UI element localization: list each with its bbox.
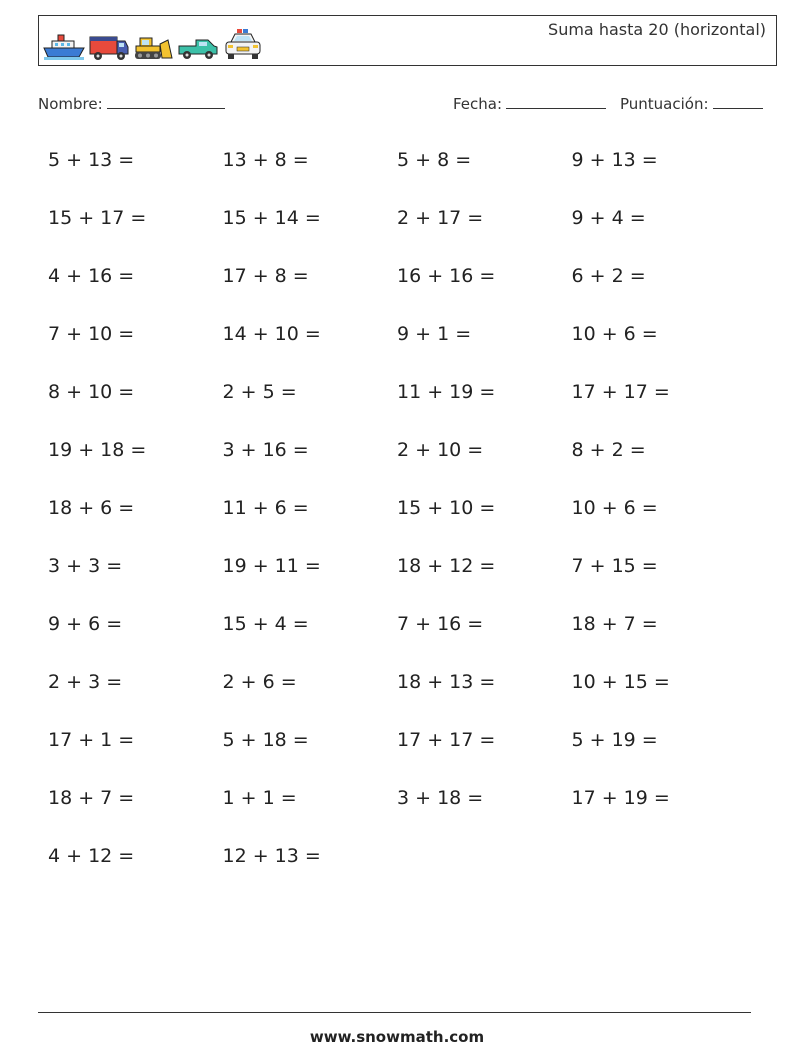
header-icons [42, 22, 264, 62]
problem-item: 3 + 18 = [397, 787, 484, 809]
problem-item: 9 + 4 = [571, 207, 646, 229]
problem-item: 5 + 8 = [397, 149, 472, 171]
problem-item: 17 + 8 = [222, 265, 309, 287]
date-label: Fecha: [453, 95, 503, 113]
name-field [38, 94, 225, 113]
problem-item: 3 + 16 = [222, 439, 309, 461]
problem-item: 15 + 10 = [397, 497, 496, 519]
problem-item: 10 + 15 = [571, 671, 670, 693]
footer-divider [38, 1012, 751, 1013]
problem-item: 5 + 13 = [48, 149, 135, 171]
problem-item: 17 + 17 = [571, 381, 670, 403]
problem-item: 7 + 15 = [571, 555, 658, 577]
pickup-truck-icon [176, 32, 220, 62]
problem-item: 9 + 1 = [397, 323, 472, 345]
problem-item: 2 + 5 = [222, 381, 297, 403]
problem-item: 5 + 18 = [222, 729, 309, 751]
problem-item: 17 + 1 = [48, 729, 135, 751]
worksheet-title: Suma hasta 20 (horizontal) [548, 20, 766, 39]
date-blank[interactable] [506, 94, 606, 109]
problem-row [48, 494, 748, 552]
problem-item: 5 + 19 = [571, 729, 658, 751]
problem-item: 4 + 12 = [48, 845, 135, 867]
problem-item: 17 + 19 = [571, 787, 670, 809]
problem-row [48, 784, 748, 842]
problem-grid [48, 146, 748, 900]
problem-row [48, 726, 748, 784]
problem-item: 1 + 1 = [222, 787, 297, 809]
bulldozer-icon [132, 32, 174, 62]
problem-item: 11 + 6 = [222, 497, 309, 519]
name-blank[interactable] [107, 94, 225, 109]
problem-item: 7 + 10 = [48, 323, 135, 345]
problem-item: 2 + 6 = [222, 671, 297, 693]
problem-item: 3 + 3 = [48, 555, 123, 577]
problem-row [48, 842, 748, 900]
problem-item: 19 + 18 = [48, 439, 147, 461]
problem-item: 10 + 6 = [571, 323, 658, 345]
problem-item: 8 + 10 = [48, 381, 135, 403]
score-field [620, 94, 763, 113]
problem-item: 15 + 4 = [222, 613, 309, 635]
problem-item: 8 + 2 = [571, 439, 646, 461]
problem-item: 11 + 19 = [397, 381, 496, 403]
problem-item: 10 + 6 = [571, 497, 658, 519]
problem-row [48, 668, 748, 726]
problem-item: 2 + 3 = [48, 671, 123, 693]
problem-item: 13 + 8 = [222, 149, 309, 171]
problem-item: 2 + 17 = [397, 207, 484, 229]
ship-icon [42, 32, 86, 62]
police-car-icon [222, 28, 264, 62]
problem-item: 7 + 16 = [397, 613, 484, 635]
problem-item: 12 + 13 = [222, 845, 321, 867]
score-blank[interactable] [713, 94, 763, 109]
score-label: Puntuación: [620, 95, 709, 113]
problem-item: 4 + 16 = [48, 265, 135, 287]
problem-item: 16 + 16 = [397, 265, 496, 287]
problem-item: 15 + 17 = [48, 207, 147, 229]
problem-item: 6 + 2 = [571, 265, 646, 287]
problem-item: 18 + 7 = [571, 613, 658, 635]
footer-url: www.snowmath.com [309, 1028, 485, 1046]
problem-row [48, 320, 748, 378]
problem-row [48, 262, 748, 320]
problem-item: 18 + 6 = [48, 497, 135, 519]
problem-item: 15 + 14 = [222, 207, 321, 229]
problem-row [48, 610, 748, 668]
problem-row [48, 552, 748, 610]
problem-row [48, 436, 748, 494]
problem-item: 14 + 10 = [222, 323, 321, 345]
problem-item: 9 + 6 = [48, 613, 123, 635]
problem-item: 18 + 12 = [397, 555, 496, 577]
problem-row [48, 378, 748, 436]
truck-icon [88, 32, 130, 62]
problem-item: 19 + 11 = [222, 555, 321, 577]
problem-item: 9 + 13 = [571, 149, 658, 171]
worksheet-header [38, 15, 777, 66]
problem-item: 18 + 13 = [397, 671, 496, 693]
problem-row [48, 204, 748, 262]
problem-item: 2 + 10 = [397, 439, 484, 461]
problem-item: 18 + 7 = [48, 787, 135, 809]
problem-item: 17 + 17 = [397, 729, 496, 751]
date-field [453, 94, 606, 113]
problem-row [48, 146, 748, 204]
name-label: Nombre: [38, 95, 103, 113]
